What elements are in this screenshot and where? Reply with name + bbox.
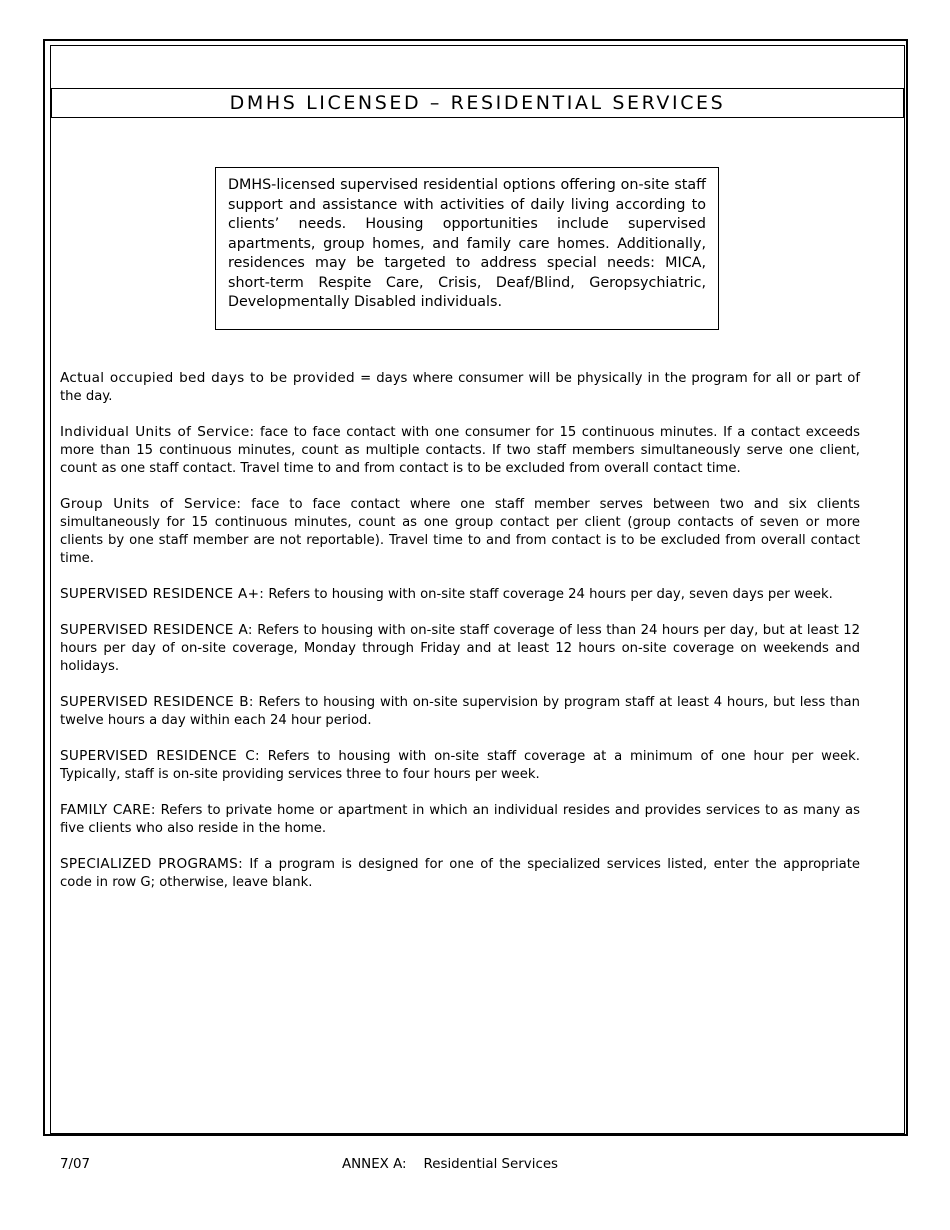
paragraph-text: Refers to housing with on-site staff coverage of less than 24 hours per day, but at least 12 hours per day of on-site coverage, Monday through Friday and at least 12 hours on-site coverage on weekends and holidays. <box>60 623 860 674</box>
paragraph-group-units <box>60 495 860 568</box>
paragraph-text: Refers to housing with on-site staff coverage at a minimum of one hour per week. Typically, staff is on-site providing services three to four hours per week. <box>60 749 860 782</box>
intro-box <box>215 167 719 330</box>
paragraph-lead: Individual Units of Service: <box>60 424 255 440</box>
paragraph-text: If a program is designed for one of the specialized services listed, enter the appropriate code in row G; otherwise, leave blank. <box>60 857 860 890</box>
paragraph-specialized-programs <box>60 855 860 892</box>
paragraph-residence-a <box>60 621 860 676</box>
footer-date: 7/07 <box>60 1157 91 1172</box>
paragraph-lead: SUPERVISED RESIDENCE A+: <box>60 586 265 602</box>
paragraph-text: face to face contact with one consumer for 15 continuous minutes. If a contact exceeds more than 15 continuous minutes, count as multiple contacts. If two staff members simultaneously serve one client, count as one staff contact. Travel time to and from contact is to be excluded from overall contact time. <box>60 425 860 476</box>
definitions-section <box>60 369 860 909</box>
footer-annex-label: ANNEX A: Residential Services <box>342 1157 559 1172</box>
title-bar <box>51 88 904 118</box>
paragraph-residence-b <box>60 693 860 730</box>
paragraph-residence-a-plus <box>60 585 860 604</box>
paragraph-lead: SPECIALIZED PROGRAMS: <box>60 856 243 872</box>
paragraph-text: Refers to housing with on-site staff coverage 24 hours per day, seven days per week. <box>264 587 833 602</box>
paragraph-text: face to face contact where one staff member serves between two and six clients simultaneously for 15 continuous minutes, count as one group contact per client (group contacts of seven or more clients by one staff member are not reportable). Travel time to and from contact is to be excluded from overall contact time. <box>60 497 860 566</box>
paragraph-text: Refers to private home or apartment in which an individual resides and provides services to as many as five clients who also reside in the home. <box>60 803 860 836</box>
paragraph-lead: SUPERVISED RESIDENCE A: <box>60 622 253 638</box>
paragraph-lead: SUPERVISED RESIDENCE B: <box>60 694 254 710</box>
paragraph-lead: FAMILY CARE: <box>60 802 156 818</box>
paragraph-residence-c <box>60 747 860 784</box>
paragraph-lead: Group Units of Service: <box>60 496 242 512</box>
paragraph-text: = days where consumer will be physically in the program for all or part of the day. <box>60 371 861 404</box>
paragraph-bed-days <box>60 369 860 406</box>
paragraph-lead: SUPERVISED RESIDENCE C: <box>60 748 260 764</box>
page-title: DMHS LICENSED – RESIDENTIAL SERVICES <box>229 92 726 114</box>
paragraph-lead: Actual occupied bed days to be provided <box>60 370 355 386</box>
paragraph-text: Refers to housing with on-site supervision by program staff at least 4 hours, but less than twelve hours a day within each 24 hour period. <box>60 695 860 728</box>
intro-text: DMHS-licensed supervised residential options offering on-site staff support and assistance with activities of daily living according to clients’ needs. Housing opportunities include supervised apartments, group homes, and family care homes. Additionally, residences may be targeted to address special needs: MICA, short-term Respite Care, Crisis, Deaf/Blind, Geropsychiatric, Developmentally Disabled individuals. <box>228 177 706 310</box>
paragraph-individual-units <box>60 423 860 478</box>
paragraph-family-care <box>60 801 860 838</box>
